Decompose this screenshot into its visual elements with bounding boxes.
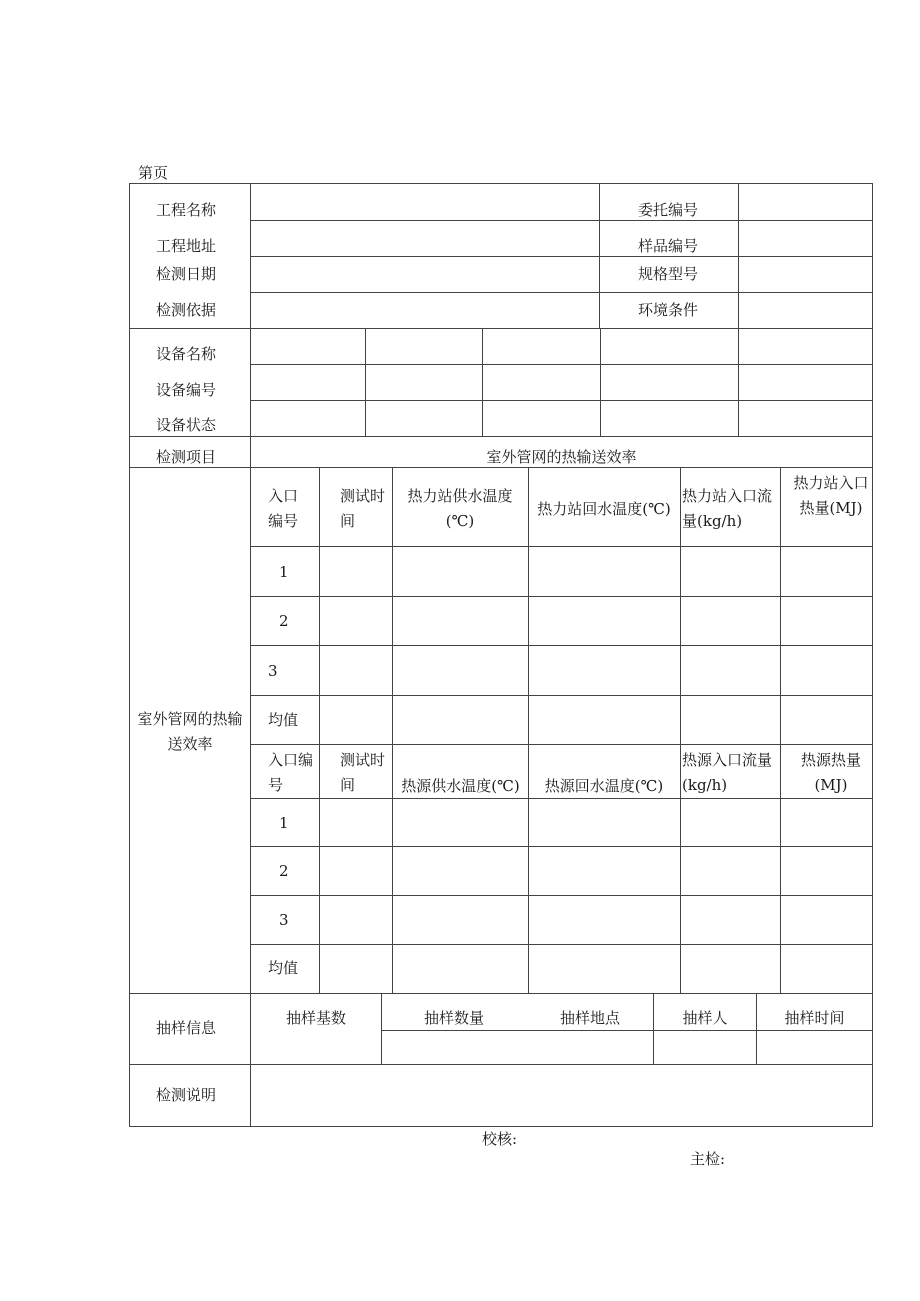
sampling-location-label: 抽样地点 bbox=[560, 1009, 621, 1027]
station-col-flow: 热力站入口流量(kg/h) bbox=[682, 487, 773, 530]
station-col-heat: 热力站入口热量(MJ) bbox=[793, 474, 869, 517]
source-row-label: 均值 bbox=[268, 959, 299, 977]
sampling-person-label: 抽样人 bbox=[682, 1009, 728, 1027]
page-label: 第页 bbox=[138, 164, 169, 182]
test-item-label: 检测项目 bbox=[156, 448, 217, 466]
source-col-heat: 热源热量(MJ) bbox=[800, 751, 861, 794]
test-date-label: 检测日期 bbox=[156, 265, 217, 283]
equipment-status-label: 设备状态 bbox=[156, 416, 217, 434]
project-address-label: 工程地址 bbox=[156, 237, 217, 255]
project-name-label: 工程名称 bbox=[156, 201, 217, 219]
station-row-label: 2 bbox=[279, 612, 289, 630]
sampling-label: 抽样信息 bbox=[156, 1019, 217, 1037]
source-col-entry-no: 入口编号 bbox=[268, 751, 314, 794]
spec-model-label: 规格型号 bbox=[638, 265, 699, 283]
project-name-field[interactable] bbox=[252, 185, 598, 219]
commission-no-field[interactable] bbox=[740, 185, 871, 219]
source-row-label: 3 bbox=[279, 911, 289, 929]
sampling-count-label: 抽样数量 bbox=[424, 1009, 485, 1027]
reviewer-label: 校核: bbox=[482, 1130, 518, 1148]
test-basis-label: 检测依据 bbox=[156, 301, 217, 319]
station-row-label: 1 bbox=[279, 563, 289, 581]
commission-no-label: 委托编号 bbox=[638, 201, 699, 219]
source-col-supply-temp: 热源供水温度(℃) bbox=[401, 777, 520, 795]
source-col-test-time: 测试时间 bbox=[340, 751, 386, 794]
equipment-number-label: 设备编号 bbox=[156, 381, 217, 399]
environment-label: 环境条件 bbox=[638, 301, 699, 319]
source-row-label: 1 bbox=[279, 814, 289, 832]
station-col-entry-no: 入口编号 bbox=[268, 487, 299, 530]
project-address-field[interactable] bbox=[252, 222, 598, 255]
equipment-name-label: 设备名称 bbox=[156, 345, 217, 363]
spec-model-field[interactable] bbox=[740, 258, 871, 291]
source-col-flow: 热源入口流量(kg/h) bbox=[682, 751, 773, 794]
sampling-time-label: 抽样时间 bbox=[784, 1009, 845, 1027]
source-col-return-temp: 热源回水温度(℃) bbox=[544, 777, 664, 795]
notes-label: 检测说明 bbox=[156, 1086, 217, 1104]
sample-no-label: 样品编号 bbox=[638, 237, 699, 255]
station-col-return-temp: 热力站回水温度(℃) bbox=[537, 500, 671, 518]
efficiency-section-label: 室外管网的热输送效率 bbox=[137, 710, 243, 753]
sampling-base-label: 抽样基数 bbox=[285, 1009, 346, 1027]
sample-no-field[interactable] bbox=[740, 222, 871, 255]
inspector-label: 主检: bbox=[690, 1150, 726, 1168]
test-date-field[interactable] bbox=[252, 258, 598, 291]
environment-field[interactable] bbox=[740, 294, 871, 327]
station-row-label: 3 bbox=[268, 662, 278, 680]
station-row-label: 均值 bbox=[268, 711, 299, 729]
test-item-value: 室外管网的热输送效率 bbox=[486, 448, 637, 466]
source-row-label: 2 bbox=[279, 862, 289, 880]
test-basis-field[interactable] bbox=[252, 294, 598, 327]
station-col-supply-temp: 热力站供水温度(℃) bbox=[407, 487, 513, 530]
station-col-test-time: 测试时间 bbox=[340, 487, 386, 530]
notes-field[interactable] bbox=[252, 1066, 871, 1125]
